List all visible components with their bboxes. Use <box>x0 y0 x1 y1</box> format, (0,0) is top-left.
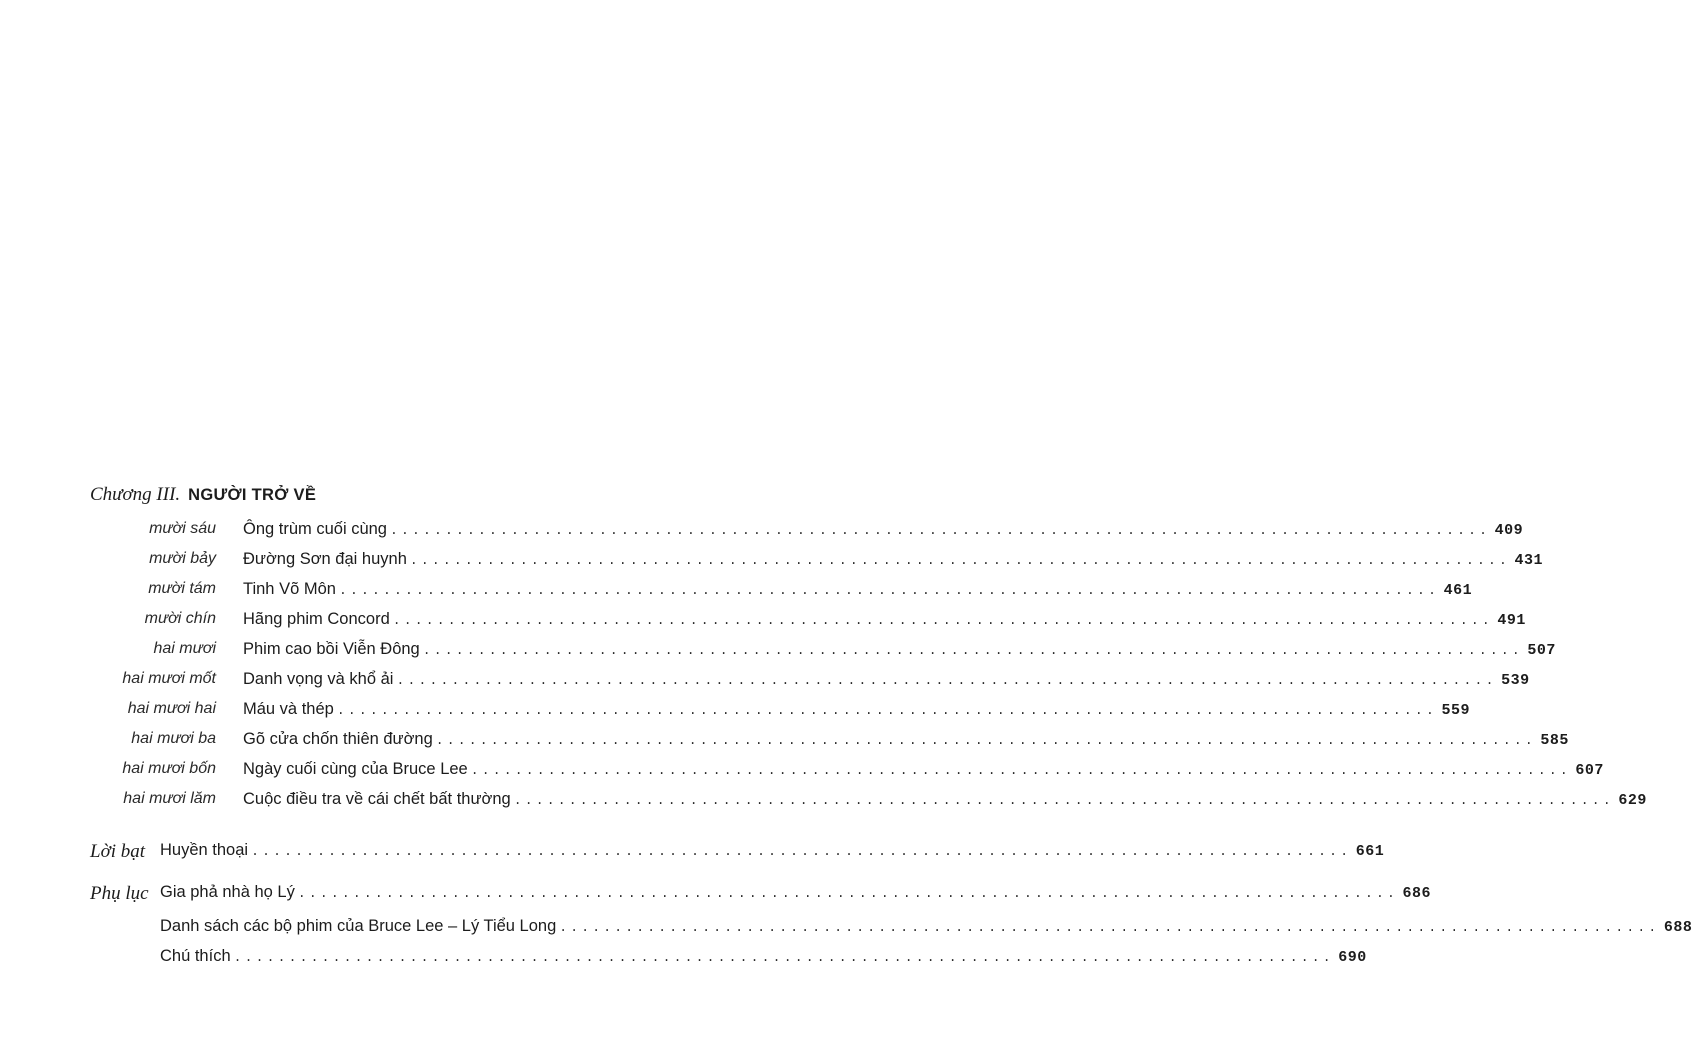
entry-title: Đường Sơn đại huynh <box>243 550 407 568</box>
entry-number: mười tám <box>148 580 216 597</box>
dot-leader: .................................................................................................... <box>559 920 1660 935</box>
entry-line <box>243 520 1524 539</box>
entry-number: hai mươi <box>153 640 216 657</box>
toc-entry <box>0 670 1530 696</box>
dot-leader: .................................................................................................... <box>390 523 1491 538</box>
entry-line <box>160 947 1367 966</box>
entry-title: Ngày cuối cùng của Bruce Lee <box>243 760 468 778</box>
entry-page: 409 <box>1494 522 1524 539</box>
entry-number: mười chín <box>144 610 216 627</box>
chapter-label: Chương III. <box>90 484 181 505</box>
entry-title: Tinh Võ Môn <box>243 580 336 598</box>
entry-line <box>243 730 1569 749</box>
entry-line <box>243 700 1470 719</box>
entry-line <box>160 841 1385 860</box>
chapter-title: NGƯỜI TRỞ VỀ <box>188 486 317 504</box>
entry-title: Ông trùm cuối cùng <box>243 520 387 538</box>
toc-entry <box>0 640 1556 666</box>
chapter-heading <box>90 484 316 506</box>
toc-entry <box>0 610 1526 636</box>
entry-line <box>160 883 1431 902</box>
entry-page: 559 <box>1441 702 1470 719</box>
entry-line <box>243 760 1604 779</box>
toc-entry <box>0 580 1473 606</box>
dot-leader: .................................................................................................... <box>338 583 1440 598</box>
dot-leader: .................................................................................................... <box>409 553 1511 568</box>
afterword-entry <box>0 841 1385 867</box>
dot-leader: .................................................................................................... <box>513 793 1614 808</box>
entry-title: Gõ cửa chốn thiên đường <box>243 730 433 748</box>
entry-title: Gia phả nhà họ Lý <box>160 883 295 901</box>
dot-leader: .................................................................................................... <box>470 763 1571 778</box>
entry-page: 585 <box>1540 732 1569 749</box>
toc-entry <box>0 760 1604 786</box>
toc-entry <box>0 550 1544 576</box>
entry-title: Phim cao bồi Viễn Đông <box>243 640 420 658</box>
entry-number: hai mươi mốt <box>122 670 216 687</box>
entry-number: hai mươi ba <box>131 730 216 747</box>
entry-page: 607 <box>1575 762 1604 779</box>
entry-page: 690 <box>1338 949 1367 966</box>
entry-title: Cuộc điều tra về cái chết bất thường <box>243 790 511 808</box>
dot-leader: .................................................................................................... <box>336 703 1437 718</box>
entry-title: Danh vọng và khổ ải <box>243 670 394 688</box>
dot-leader: .................................................................................................... <box>297 886 1398 901</box>
entry-line <box>243 550 1544 569</box>
dot-leader: .................................................................................................... <box>422 643 1523 658</box>
entry-page: 507 <box>1527 642 1556 659</box>
entry-page: 686 <box>1402 885 1431 902</box>
toc-entry <box>0 730 1569 756</box>
entry-line <box>160 917 1692 936</box>
dot-leader: .................................................................................................... <box>251 844 1352 859</box>
entry-page: 661 <box>1355 843 1385 860</box>
entry-page: 539 <box>1501 672 1530 689</box>
appendix-label: Phụ lục <box>90 883 149 904</box>
dot-leader: .................................................................................................... <box>233 950 1334 965</box>
entry-title: Danh sách các bộ phim của Bruce Lee – Lý Tiểu Long <box>160 917 557 935</box>
entry-number: mười sáu <box>149 520 216 537</box>
toc-entry <box>0 700 1470 726</box>
toc-entry <box>0 520 1524 546</box>
entry-page: 431 <box>1514 552 1544 569</box>
entry-page: 491 <box>1497 612 1526 629</box>
entry-title: Hãng phim Concord <box>243 610 390 628</box>
entry-page: 461 <box>1443 582 1473 599</box>
entry-line <box>243 580 1473 599</box>
entry-number: hai mươi hai <box>127 700 216 717</box>
entry-number: hai mươi lăm <box>123 790 216 807</box>
entry-line <box>243 790 1647 809</box>
afterword-label: Lời bạt <box>90 841 146 862</box>
entry-number: hai mươi bốn <box>122 760 216 777</box>
dot-leader: .................................................................................................... <box>392 613 1493 628</box>
entry-line <box>243 610 1526 629</box>
entry-page: 688 <box>1663 919 1692 936</box>
entry-title: Chú thích <box>160 947 231 965</box>
dot-leader: .................................................................................................... <box>435 733 1536 748</box>
entry-line <box>243 640 1556 659</box>
entry-page: 629 <box>1618 792 1647 809</box>
entry-title: Huyền thoại <box>160 841 249 859</box>
entry-number: mười bảy <box>149 550 216 567</box>
toc-entry <box>0 790 1647 816</box>
appendix-entry <box>0 883 1431 909</box>
entry-line <box>243 670 1530 689</box>
appendix-entry <box>0 917 1692 943</box>
entry-title: Máu và thép <box>243 700 334 718</box>
dot-leader: .................................................................................................... <box>396 673 1497 688</box>
appendix-entry <box>0 947 1367 973</box>
